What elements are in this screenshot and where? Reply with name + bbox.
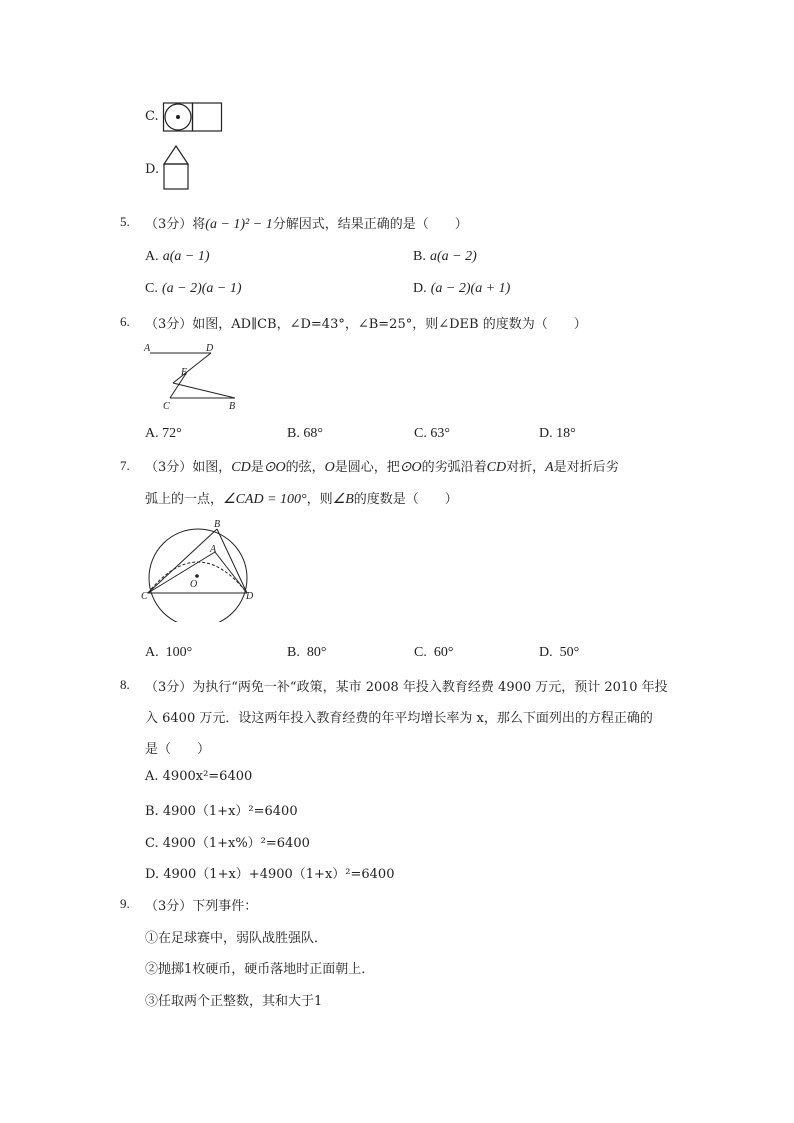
q9-item-1-text: 在足球赛中，弱队战胜强队．	[158, 931, 328, 946]
q7-stem-line2	[145, 488, 458, 508]
q5-stem-post: 分解因式，结果正确的是（ ）	[272, 217, 468, 232]
q7-math-circle-o: ⊙O	[263, 460, 286, 475]
q7-option-d-text: 50°	[559, 645, 580, 660]
q9-item-3-mark: ③	[145, 994, 159, 1009]
q6-option-a-label: A.	[145, 426, 159, 441]
q6-option-b-text: 68°	[303, 426, 323, 441]
q7-text: 的劣弧沿着	[421, 460, 487, 475]
q7-option-c	[414, 645, 453, 661]
q6-option-a-text: 72°	[162, 426, 182, 441]
q8-option-c: C. 4900（1+x%）²=6400	[145, 836, 310, 851]
q7-option-c-text: 60°	[433, 645, 454, 660]
q7-option-a-text: 100°	[165, 645, 193, 660]
q7-number: 7.	[120, 458, 130, 473]
q5-stem	[145, 213, 468, 233]
q6-label-a: A	[144, 343, 151, 354]
q9-number: 9.	[120, 896, 130, 911]
q8-stem-line1: （3分）为执行“两免一补“政策，某市 2008 年投入教育经费 4900 万元，预计 2010 年投	[145, 680, 668, 695]
q6-label-d: D	[206, 343, 214, 354]
q7-option-a	[145, 645, 192, 661]
q7-option-d-label: D.	[539, 645, 553, 660]
q6-option-d	[539, 426, 576, 442]
q5-stem-pre: （3分）将	[145, 217, 206, 232]
q6-option-c-label: C.	[414, 426, 427, 441]
q5-option-c	[145, 281, 242, 297]
q7-math-o: O	[324, 460, 335, 475]
q5-option-d-text: (a − 2)(a + 1)	[430, 281, 511, 296]
q7-text: 是圆心，把	[334, 460, 400, 475]
q6-option-c-text: 63°	[430, 426, 450, 441]
q9-item-1	[145, 927, 327, 946]
q5-expression: (a − 1)² − 1	[205, 217, 273, 232]
q7-figure	[140, 516, 256, 622]
q7-text: 的弦，	[285, 460, 325, 475]
q5-option-c-label: C.	[145, 281, 158, 296]
q6-option-d-label: D.	[539, 426, 553, 441]
q7-option-b-text: 80°	[306, 645, 327, 660]
q7-label-o: O	[190, 579, 198, 590]
q7-option-b-label: B.	[287, 645, 300, 660]
q6-label-c: C	[163, 401, 170, 412]
q5-option-d	[413, 281, 510, 297]
q8-stem-line3: 是（ ）	[145, 742, 211, 757]
q4-option-d-figure	[162, 144, 192, 192]
q4-option-c-figure	[162, 102, 224, 132]
q7-label-d: D	[246, 591, 254, 602]
q6-option-b-label: B.	[287, 426, 300, 441]
q7-text: 弧上的一点，	[145, 492, 224, 507]
q9-item-1-mark: ①	[145, 931, 159, 946]
q6-number: 6.	[120, 314, 130, 329]
q6-label-e: E	[181, 367, 188, 378]
q7-math-cd: CD	[486, 460, 507, 475]
q9-item-2	[145, 958, 374, 977]
q7-label-b: B	[214, 519, 221, 530]
q6-option-b	[287, 426, 323, 442]
q7-text: 是对折后劣	[553, 460, 619, 475]
q9-stem: （3分）下列事件：	[145, 899, 258, 914]
q7-text: 对折，	[506, 460, 546, 475]
q5-option-b-label: B.	[413, 249, 426, 264]
q6-stem: （3分）如图，AD∥CB，∠D=43°，∠B=25°，则∠DEB 的度数为（ ）	[145, 317, 587, 332]
q7-math-angle-b: ∠B	[332, 492, 354, 507]
q5-option-d-label: D.	[413, 281, 427, 296]
q4-option-c-label: C.	[145, 109, 159, 124]
q5-option-c-text: (a − 2)(a − 1)	[161, 281, 242, 296]
q7-option-d	[539, 645, 579, 661]
q8-option-a: A. 4900x²=6400	[145, 769, 253, 784]
q5-option-b-text: a(a − 2)	[429, 249, 477, 264]
q6-option-a	[145, 426, 182, 442]
q7-text: ，则	[306, 492, 333, 507]
q5-option-a	[145, 249, 210, 265]
q7-option-b	[287, 645, 326, 661]
q9-item-3	[145, 990, 322, 1009]
q7-math-cd: CD	[231, 460, 251, 475]
q8-number: 8.	[120, 677, 130, 692]
q7-text: 是	[250, 460, 264, 475]
q8-stem-line2: 入 6400 万元．设这两年投入教育经费的年平均增长率为 x，那么下面列出的方程正确的	[145, 711, 653, 726]
q7-label-c: C	[141, 591, 148, 602]
q7-label-a: A	[210, 544, 217, 555]
q7-text: 的度数是（ ）	[353, 492, 458, 507]
q7-option-c-label: C.	[414, 645, 427, 660]
q9-item-2-mark: ②	[145, 962, 159, 977]
q6-option-d-text: 18°	[556, 426, 576, 441]
q9-item-3-text: 任取两个正整数，其和大于1	[158, 994, 323, 1009]
q7-stem-line1	[145, 456, 619, 476]
q4-option-d-label: D.	[145, 162, 160, 177]
q7-text: （3分）如图，	[145, 460, 232, 475]
q5-number: 5.	[120, 214, 130, 229]
q7-math-angle-cad: ∠CAD = 100°	[223, 492, 307, 507]
q6-option-c	[414, 426, 450, 442]
q5-option-a-label: A.	[145, 249, 159, 264]
q8-option-d: D. 4900（1+x）+4900（1+x）²=6400	[145, 867, 395, 882]
q9-item-2-text: 抛掷1枚硬币，硬币落地时正面朝上．	[158, 962, 375, 977]
q5-option-a-text: a(a − 1)	[162, 249, 210, 264]
q8-option-b: B. 4900（1+x）²=6400	[145, 804, 298, 819]
q7-math-a: A	[545, 460, 554, 475]
q7-option-a-label: A.	[145, 645, 159, 660]
q7-math-circle-o: ⊙O	[399, 460, 422, 475]
q5-option-b	[413, 249, 477, 265]
q6-figure	[140, 338, 250, 414]
q6-label-b: B	[229, 401, 236, 412]
